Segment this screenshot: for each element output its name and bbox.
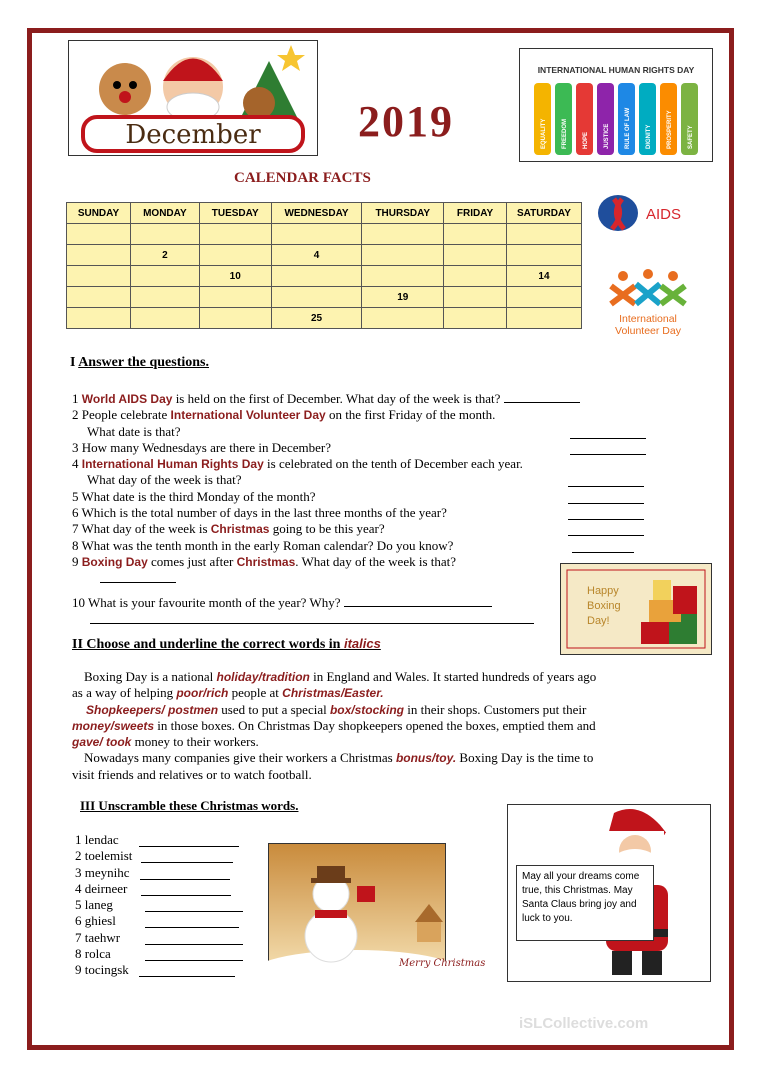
calendar-cell[interactable] <box>271 266 362 287</box>
calendar-header-thursday: THURSDAY <box>362 203 444 224</box>
calendar-cell[interactable]: 2 <box>130 245 199 266</box>
calendar-row <box>67 308 582 329</box>
calendar-cell[interactable] <box>362 308 444 329</box>
choice-shopkeepers-postmen[interactable]: Shopkeepers/ postmen <box>86 702 219 717</box>
santa-image <box>507 804 711 982</box>
calendar-cell[interactable] <box>444 287 507 308</box>
calendar-header-tuesday: TUESDAY <box>199 203 271 224</box>
calendar-cell[interactable]: 25 <box>271 308 362 329</box>
section2-heading: II Choose and underline the correct words in italics <box>72 636 381 652</box>
unscramble-item: 6 ghiesl <box>75 913 255 929</box>
section1-title: Answer the questions. <box>78 355 209 370</box>
calendar-header-saturday: SATURDAY <box>506 203 581 224</box>
unscramble-item: 3 meynihc <box>75 865 255 881</box>
unscramble-item: 5 laneg <box>75 897 255 913</box>
calendar-header-sunday: SUNDAY <box>67 203 131 224</box>
unscramble-item: 4 deirneer <box>75 881 255 897</box>
calendar-cell[interactable] <box>199 287 271 308</box>
calendar-cell[interactable]: 19 <box>362 287 444 308</box>
q7: 7 What day of the week is Christmas going to be this year? <box>72 521 672 537</box>
section1-num: I <box>70 355 79 370</box>
gift-box-icon <box>641 622 669 644</box>
answer-line[interactable] <box>145 915 239 928</box>
calendar-row <box>67 266 582 287</box>
hr-word: EQUALITY <box>541 118 547 149</box>
calendar-cell[interactable]: 4 <box>271 245 362 266</box>
calendar-cell[interactable] <box>67 287 131 308</box>
aids-label: AIDS <box>646 206 682 223</box>
calendar-cell[interactable] <box>362 245 444 266</box>
volunteer-label-2: Volunteer Day <box>615 325 681 337</box>
calendar-cell[interactable] <box>130 266 199 287</box>
q5: 5 What date is the third Monday of the month? <box>72 489 672 505</box>
unscramble-item: 2 toelemist <box>75 848 255 864</box>
hr-word: DIGNITY <box>646 124 652 149</box>
year-title: 2019 <box>358 97 454 146</box>
svg-text:Happy: Happy <box>587 585 619 597</box>
hr-title: INTERNATIONAL HUMAN RIGHTS DAY <box>537 65 695 75</box>
calendar-cell[interactable] <box>362 266 444 287</box>
svg-text:Day!: Day! <box>587 615 610 627</box>
unscramble-item: 7 taehwr <box>75 930 255 946</box>
choice-christmas-easter[interactable]: Christmas/Easter. <box>282 686 384 701</box>
q4: 4 International Human Rights Day is celebrated on the tenth of December each year. <box>72 456 523 472</box>
calendar-cell[interactable] <box>444 266 507 287</box>
calendar-cell[interactable] <box>506 245 581 266</box>
choice-money-sweets[interactable]: money/sweets <box>72 718 155 733</box>
q2: 2 People celebrate International Volunteer Day on the first Friday of the month. <box>72 407 496 423</box>
section3-heading: III Unscramble these Christmas words. <box>80 798 299 813</box>
calendar-row <box>67 287 582 308</box>
answer-line[interactable] <box>145 899 243 912</box>
boxing-day-text: Boxing Day is a national holiday/tradition in England and Wales. It started hundreds of years ago as a way of helping poor/rich people at Christmas/Easter. Shopkeepers/ postmen used to put a special box/stocking in their shops. Customers put their money/sweets in those boxes. On Christmas Day shopkeepers opened the boxes, emptied them and gave/ took money to their workers. Nowadays many companies give their workers a Christmas bonus/toy. Boxing Day is the time to visit friends and relatives or to watch football. <box>72 669 597 782</box>
q3: 3 How many Wednesdays are there in December? <box>72 440 672 456</box>
boxing-day-image <box>560 563 712 655</box>
calendar-header-monday: MONDAY <box>130 203 199 224</box>
world-aids-day-logo <box>596 193 708 233</box>
human-rights-image <box>519 48 713 162</box>
calendar-cell[interactable] <box>199 224 271 245</box>
calendar-cell[interactable] <box>67 245 131 266</box>
choice-gave-took[interactable]: gave/ took <box>72 735 132 750</box>
calendar-header-wednesday: WEDNESDAY <box>271 203 362 224</box>
svg-text:Boxing: Boxing <box>587 600 621 612</box>
unscramble-item: 9 tocingsk <box>75 962 255 978</box>
watermark: iSLCollective.com <box>519 1015 649 1032</box>
calendar-cell[interactable] <box>67 266 131 287</box>
calendar-cell[interactable] <box>362 224 444 245</box>
calendar-cell[interactable] <box>199 245 271 266</box>
calendar-cell[interactable] <box>130 224 199 245</box>
section1-heading <box>70 355 209 371</box>
q1: 1 World AIDS Day is held on the first of December. What day of the week is that? <box>72 390 672 407</box>
calendar-cell[interactable] <box>506 224 581 245</box>
calendar-cell[interactable] <box>199 308 271 329</box>
calendar-cell[interactable] <box>444 308 507 329</box>
volunteer-day-logo <box>603 266 693 338</box>
answer-line[interactable] <box>140 867 230 880</box>
q2b: What date is that? <box>72 424 672 440</box>
calendar-facts-title: CALENDAR FACTS <box>234 170 371 186</box>
q9: 9 Boxing Day comes just after Christmas. What day of the week is that? <box>72 553 457 569</box>
calendar-cell[interactable]: 14 <box>506 266 581 287</box>
santa-note: May all your dreams come true, this Christmas. May Santa Claus bring joy and luck to you. <box>516 865 654 941</box>
calendar-cell[interactable] <box>444 245 507 266</box>
hr-word: SAFETY <box>688 125 694 149</box>
volunteer-label-1: International <box>619 313 677 325</box>
answer-line[interactable] <box>145 948 243 961</box>
hr-word: FREEDOM <box>562 119 568 149</box>
unscramble-item: 1 lendac <box>75 832 255 848</box>
calendar-cell[interactable] <box>67 308 131 329</box>
answer-line[interactable] <box>141 850 233 863</box>
q8: 8 What was the tenth month in the early Roman calendar? Do you know? <box>72 538 672 554</box>
hr-word: HOPE <box>583 131 589 149</box>
hr-word: PROSPERITY <box>667 110 673 149</box>
q6: 6 Which is the total number of days in the last three months of the year? <box>72 505 672 521</box>
calendar-row <box>67 245 582 266</box>
answer-line[interactable] <box>139 964 235 977</box>
snowman-image <box>268 843 486 977</box>
calendar-row <box>67 224 582 245</box>
december-label: December <box>125 120 261 150</box>
calendar-cell[interactable] <box>271 224 362 245</box>
calendar-cell[interactable] <box>67 224 131 245</box>
answer-line[interactable] <box>141 883 231 896</box>
choice-bonus-toy[interactable]: bonus/toy. <box>395 751 457 766</box>
calendar-table <box>66 202 582 329</box>
calendar-cell[interactable] <box>444 224 507 245</box>
choice-poor-rich[interactable]: poor/rich <box>176 686 229 701</box>
snowman-greeting: Merry Christmas <box>399 958 486 969</box>
december-illustration <box>69 41 317 155</box>
q4b: What day of the week is that? <box>72 472 672 488</box>
december-image <box>68 40 318 156</box>
calendar-header-friday: FRIDAY <box>444 203 507 224</box>
present-icon <box>357 886 375 902</box>
choice-holiday-tradition[interactable]: holiday/tradition <box>216 670 310 684</box>
unscramble-list <box>75 832 255 979</box>
calendar-cell[interactable] <box>271 287 362 308</box>
hr-word: JUSTICE <box>604 123 610 149</box>
q10: 10 What is your favourite month of the year? Why? <box>72 594 672 611</box>
calendar-cell[interactable]: 10 <box>199 266 271 287</box>
calendar-cell[interactable] <box>506 308 581 329</box>
unscramble-item: 8 rolca <box>75 946 255 962</box>
calendar-cell[interactable] <box>130 287 199 308</box>
human-rights-illustration <box>520 49 712 161</box>
hr-word: RULE OF LAW <box>625 107 631 149</box>
answer-line[interactable] <box>139 834 239 847</box>
calendar-cell[interactable] <box>130 308 199 329</box>
choice-box-stocking[interactable]: box/stocking <box>329 702 404 717</box>
calendar-cell[interactable] <box>506 287 581 308</box>
answer-line[interactable] <box>145 932 243 945</box>
